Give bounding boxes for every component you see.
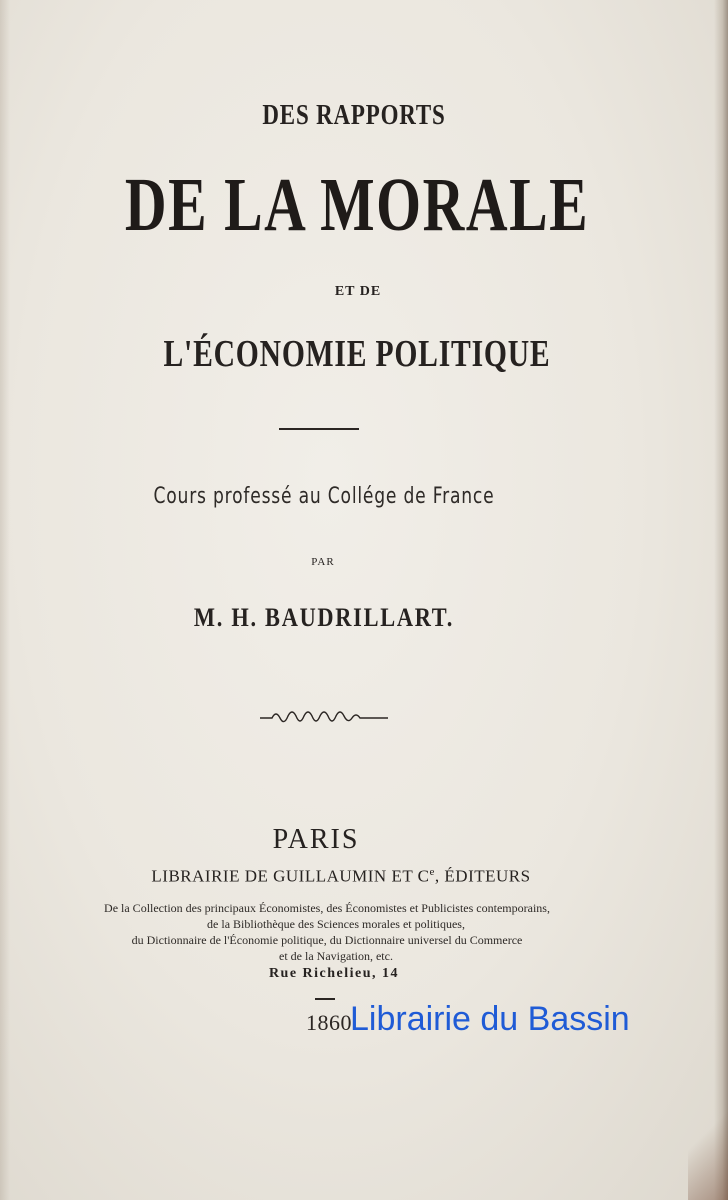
city: PARIS [272,824,360,855]
author-name: M. H. BAUDRILLART. [193,603,455,632]
watermark-text: Librairie du Bassin [350,1000,630,1038]
publisher-address: Rue Richelieu, 14 [268,966,400,981]
by-label: PAR [311,556,335,568]
wavy-ornament-icon [258,704,390,726]
publisher-tail: , ÉDITEURS [434,866,531,886]
collection-line-1: De la Collection des principaux Économistes, des Économistes et Publicistes contemporains, [104,901,550,915]
publication-year: 1860 [306,1010,352,1035]
collection-line-3: du Dictionnaire de l'Économie politique, du Dictionnaire universel du Commerce [131,933,523,947]
collection-line-2: de la Bibliothèque des Sciences morales et politiques, [207,917,465,931]
year-dash [315,998,335,1000]
page-corner-shadow [688,1090,728,1200]
title-line-2: DE LA MORALE [124,163,590,247]
collection-line-4: et de la Navigation, etc. [279,949,393,963]
page-left-shadow [0,0,10,1200]
subtitle: Cours professé au Collége de France [153,484,495,509]
publisher-main: LIBRAIRIE DE GUILLAUMIN ET C [151,866,430,886]
title-line-4: L'ÉCONOMIE POLITIQUE [163,333,551,375]
title-line-3: ET DE [334,284,382,299]
publisher-sup: e [429,866,435,878]
title-divider-rule [279,428,359,430]
page-right-edge [714,0,728,1200]
publisher [0,866,705,887]
title-line-1: DES RAPPORTS [262,100,446,131]
